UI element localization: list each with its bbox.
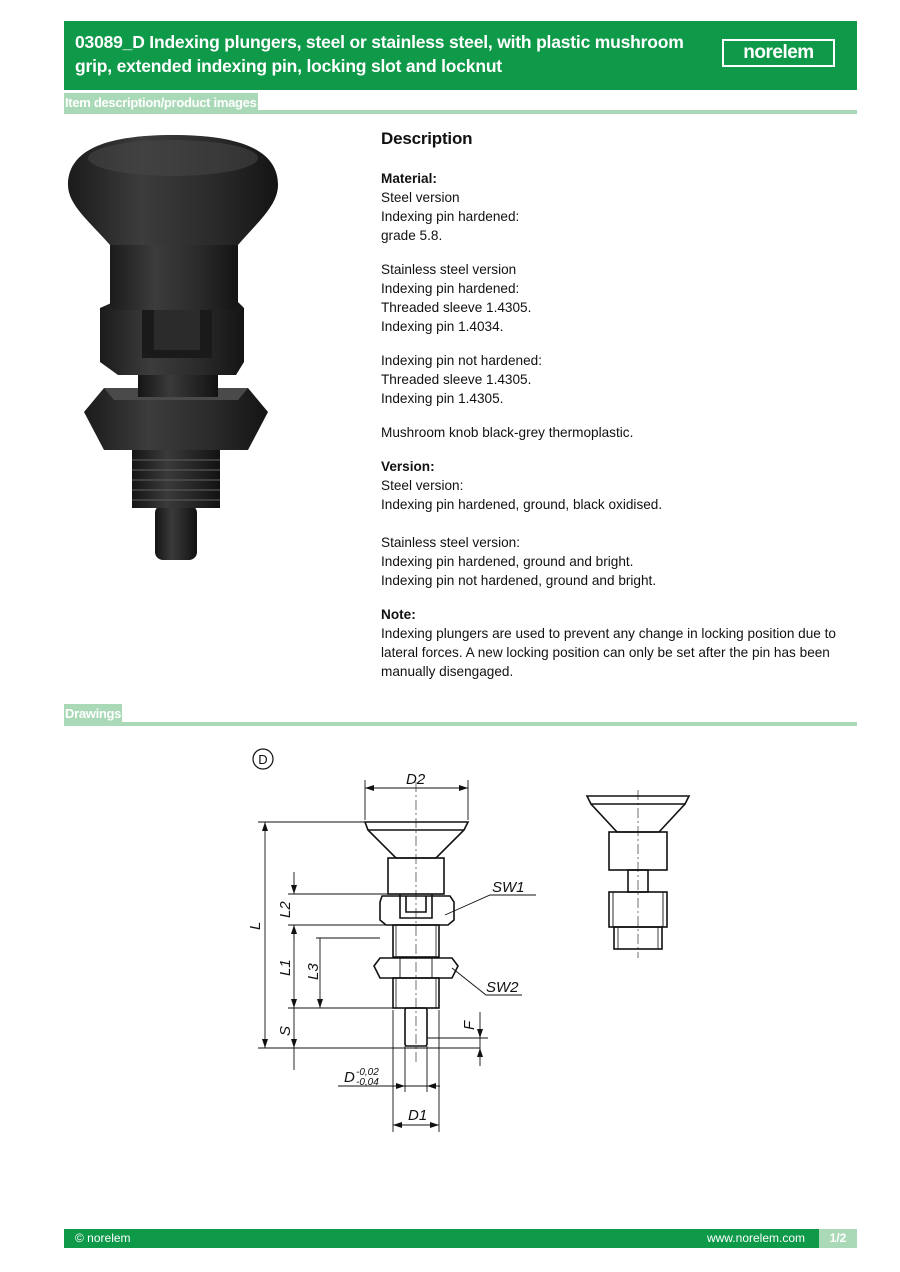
- material-line: grade 5.8.: [381, 228, 443, 243]
- material-line: Indexing pin hardened:: [381, 209, 520, 224]
- note-block: [381, 605, 851, 681]
- knob-block: [381, 423, 851, 442]
- version-line: Steel version:: [381, 478, 464, 493]
- footer-website-link[interactable]: www.norelem.com: [706, 1231, 805, 1245]
- not-hardened-line: Indexing pin not hardened:: [381, 353, 542, 368]
- section-title-drawings: Drawings: [64, 704, 122, 724]
- section-title-item: Item description/product images: [64, 93, 258, 113]
- not-hardened-line: Threaded sleeve 1.4305.: [381, 372, 532, 387]
- page-footer: [64, 1229, 857, 1248]
- stainless-line: Indexing pin hardened:: [381, 281, 520, 296]
- version-stainless-line: Indexing pin not hardened, ground and bright.: [381, 573, 657, 588]
- l-label: L: [247, 921, 264, 930]
- stainless-line: Threaded sleeve 1.4305.: [381, 300, 532, 315]
- l1-label: L1: [277, 959, 294, 976]
- stainless-line: Stainless steel version: [381, 262, 517, 277]
- side-view: [587, 790, 689, 958]
- material-block: [381, 169, 851, 245]
- not-hardened-line: Indexing pin 1.4305.: [381, 391, 504, 406]
- l2-label: L2: [277, 901, 294, 918]
- version-block: [381, 457, 851, 514]
- d-label: D: [344, 1069, 355, 1086]
- stainless-block: [381, 260, 851, 336]
- version-stainless-block: [381, 533, 851, 590]
- d-tolerance-lower: -0,04: [356, 1077, 379, 1088]
- d-tolerance-upper: -0,02: [356, 1067, 379, 1078]
- not-hardened-block: [381, 351, 851, 408]
- version-line: Indexing pin hardened, ground, black oxidised.: [381, 497, 663, 512]
- s-label: S: [277, 1025, 294, 1036]
- product-image: [58, 130, 288, 570]
- note-text: Indexing plungers are used to prevent any change in locking position due to lateral forces. A new locking position can only be set after the pin has been manually disengaged.: [381, 626, 836, 679]
- description-panel: [381, 128, 851, 696]
- version-stainless-line: Indexing pin hardened, ground and bright.: [381, 554, 634, 569]
- section-divider-drawings: [64, 722, 857, 726]
- material-label: Material:: [381, 171, 437, 186]
- version-stainless-line: Stainless steel version:: [381, 535, 521, 550]
- f-label: F: [461, 1020, 478, 1030]
- sw1-label: SW1: [492, 879, 525, 896]
- description-heading: Description: [381, 129, 473, 148]
- technical-drawing: [240, 740, 710, 1140]
- material-line: Steel version: [381, 190, 460, 205]
- sw2-label: SW2: [486, 979, 519, 996]
- l3-label: L3: [305, 963, 322, 980]
- d1-label: D1: [408, 1107, 428, 1124]
- stainless-line: Indexing pin 1.4034.: [381, 319, 504, 334]
- d2-label: D2: [406, 771, 426, 788]
- norelem-logo: norelem: [722, 39, 835, 67]
- page-number: 1/2: [819, 1229, 857, 1248]
- version-label: Version:: [381, 459, 435, 474]
- knob-line: Mushroom knob black-grey thermoplastic.: [381, 425, 634, 440]
- note-label: Note:: [381, 607, 416, 622]
- page-title: 03089_D Indexing plungers, steel or stainless steel, with plastic mushroom grip, extended indexing pin, locking slot and locknut: [75, 32, 684, 76]
- page-header: [64, 21, 857, 90]
- variant-label: D: [258, 752, 268, 767]
- footer-copyright: © norelem: [75, 1231, 131, 1245]
